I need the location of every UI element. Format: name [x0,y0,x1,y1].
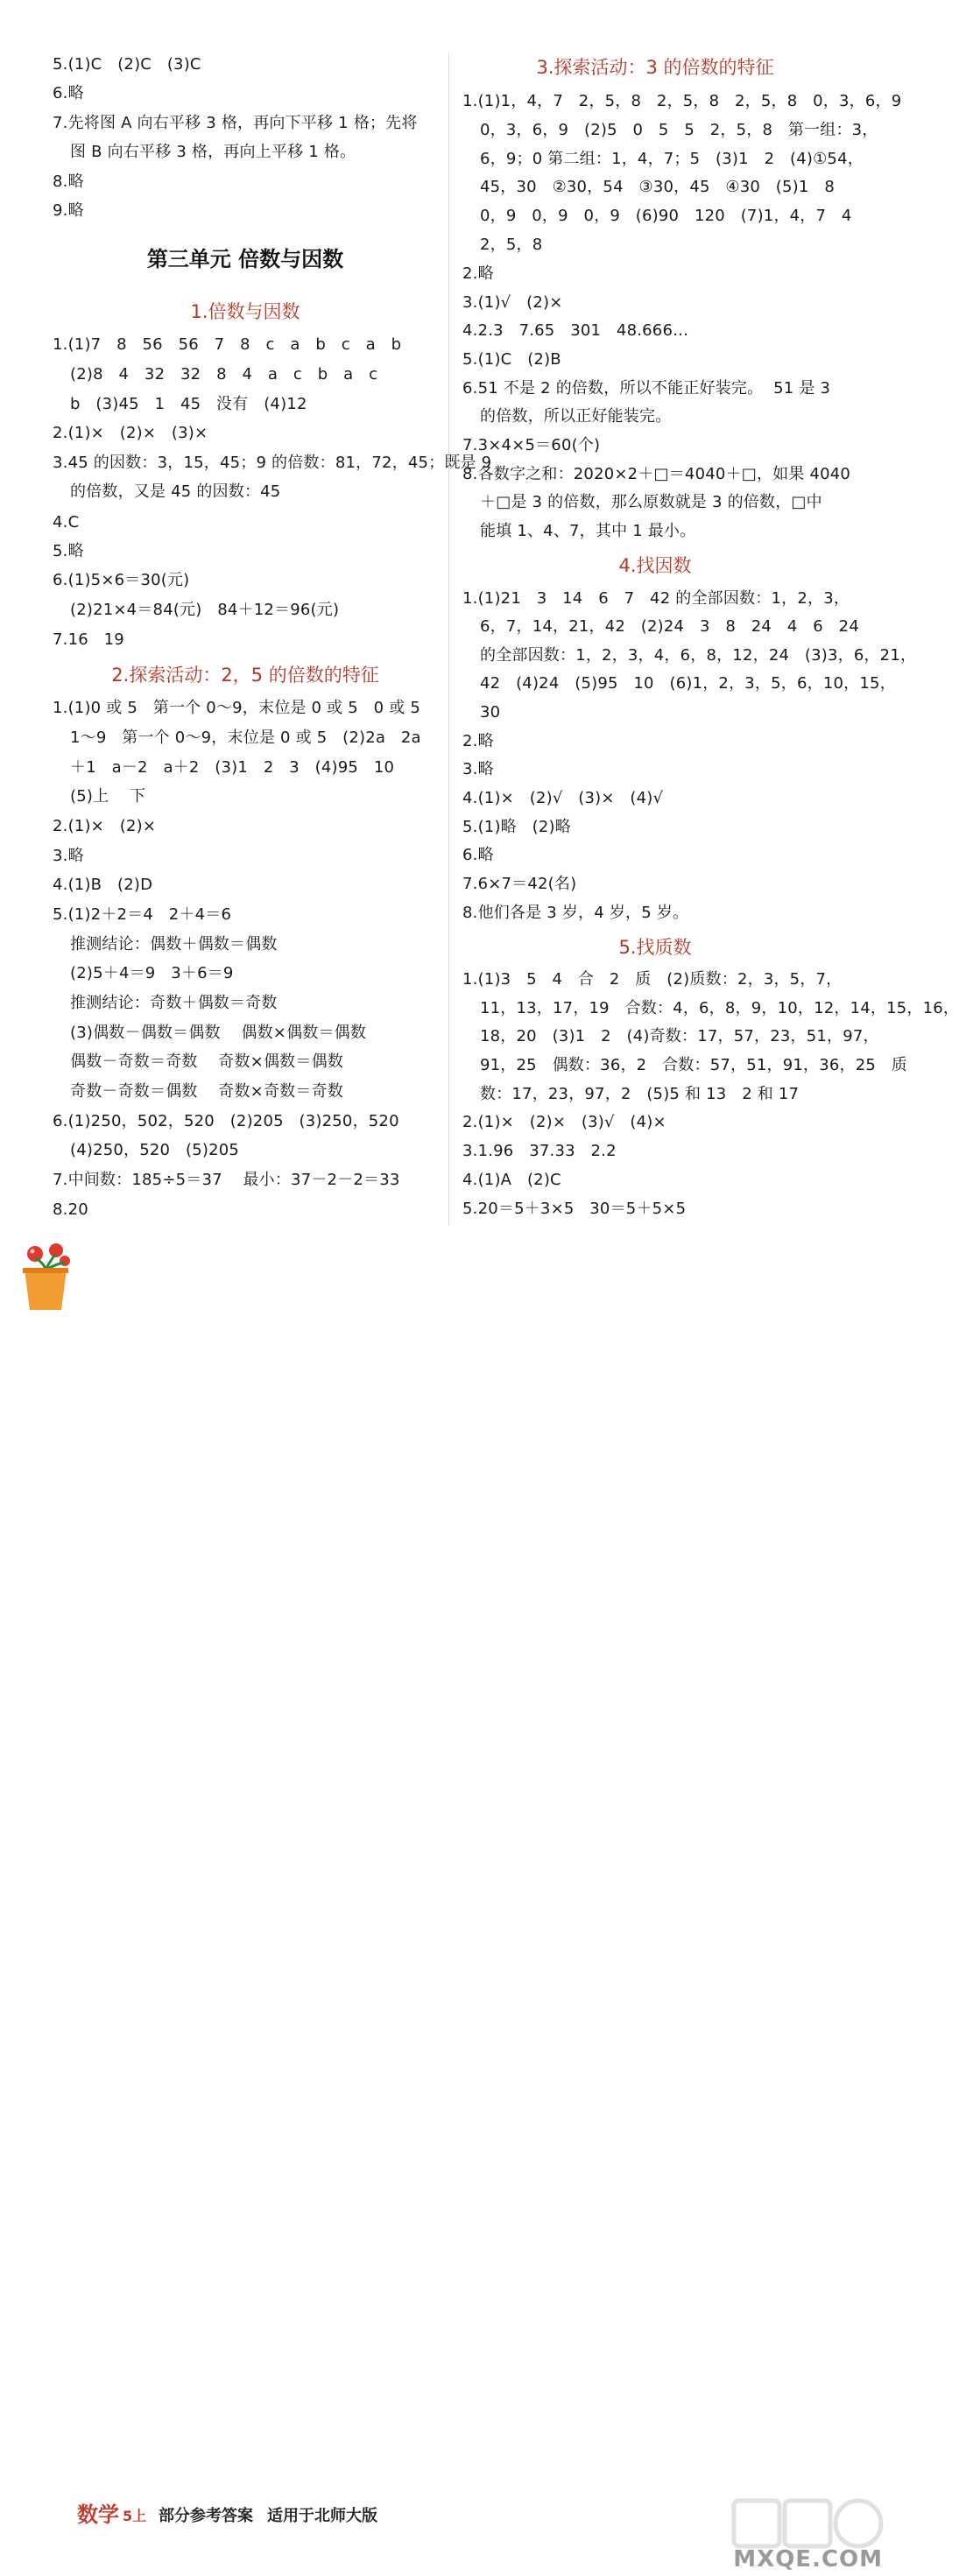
answer-line: 1.(1)21 3 14 6 7 42 的全部因数：1，2，3， [462,589,850,608]
answer-line: 4.C [53,513,80,531]
answer-line: 2.(1)× (2)× (3)× [53,424,208,442]
answer-line: ＋□是 3 的倍数，那么原数就是 3 的倍数，□中 [480,493,822,511]
column-divider [448,53,449,1226]
answer-line: 8.20 [53,1200,88,1219]
answer-line: 9.略 [53,201,84,220]
answer-line: (2)8 4 32 32 8 4 a c b a c [70,365,378,384]
answer-line: 6.51 不是 2 的倍数，所以不能正好装完。 51 是 3 [462,379,831,398]
answer-line: (3)偶数－偶数＝偶数 偶数×偶数＝偶数 [70,1024,367,1042]
answer-line: 4.(1)B (2)D [53,876,153,894]
grade-label: 5上 [123,2508,147,2524]
watermark-text: MXQE.COM [733,2546,883,2572]
answer-line: 0，9 0，9 0，9 (6)90 120 (7)1，4，7 4 [480,207,852,225]
answer-line: 3.(1)√ (2)× [462,293,563,312]
answer-line: 的倍数，又是 45 的因数：45 [70,482,281,501]
section-title: 3.探索活动：3 的倍数的特征 [536,57,774,78]
answer-line: 数：17，23，97，2 (5)5 和 13 2 和 17 [480,1085,800,1103]
answer-line: 45，30 ②30，54 ③30，45 ④30 (5)1 8 [480,178,835,196]
answer-line: 7.6×7＝42(名) [462,875,577,893]
answer-line: 3.略 [462,760,494,778]
answer-line: 2.(1)× (2)× (3)√ (4)× [462,1113,666,1131]
answer-line: 2.略 [462,264,494,283]
answer-line: 3.1.96 37.33 2.2 [462,1142,617,1160]
answer-line: 2.略 [462,732,494,750]
answer-line: 5.(1)2＋2＝4 2＋4＝6 [53,905,232,924]
answer-line: 6.(1)5×6＝30(元) [53,571,190,589]
answer-line: 7.16 19 [53,630,124,649]
edition-label: 适用于北师大版 [267,2507,377,2525]
answer-line: 1.(1)0 或 5 第一个 0～9，末位是 0 或 5 0 或 5 [53,699,420,717]
page-number: 4 [36,2501,52,2525]
answer-line: 偶数－奇数＝奇数 奇数×偶数＝偶数 [70,1052,343,1071]
answer-line: 推测结论：偶数＋偶数＝偶数 [70,935,278,954]
answer-line: 能填 1、4、7，其中 1 最小。 [480,522,696,540]
answer-line: 6.略 [53,84,84,102]
answer-line: 42 (4)24 (5)95 10 (6)1，2，3，5，6，10，15， [480,674,896,693]
answer-line: (4)250，520 (5)205 [70,1141,240,1159]
answer-line: 2.(1)× (2)× [53,817,157,835]
answer-line: 6.略 [462,846,494,864]
section-title: 4.找因数 [618,555,692,576]
answer-line: 3.略 [53,847,84,865]
answer-line: 5.(1)C (2)B [462,350,561,369]
answer-line: 7.先将图 A 向右平移 3 格，再向下平移 1 格；先将 [53,114,418,132]
unit-title: 第三单元 倍数与因数 [146,247,344,271]
answer-line: 11，13，17，19 合数：4，6，8，9，10，12，14，15，16， [480,999,959,1017]
answer-line: 0，3，6，9 (2)5 0 5 5 2，5，8 第一组：3， [480,121,878,139]
answer-line: 7.中间数：185÷5＝37 最小：37－2－2＝33 [53,1171,400,1189]
answer-line: 奇数－奇数＝偶数 奇数×奇数＝奇数 [70,1082,343,1101]
answer-line: 8.他们各是 3 岁，4 岁，5 岁。 [462,904,689,922]
answer-line: 5.略 [53,542,84,560]
section-title: 2.探索活动：2，5 的倍数的特征 [111,665,379,686]
answer-line: 推测结论：奇数＋偶数＝奇数 [70,994,278,1012]
section-title: 5.找质数 [618,937,692,958]
answer-line: 1.(1)1，4，7 2，5，8 2，5，8 2，5，8 0，3，6，9 [462,92,902,110]
answer-line: 91，25 偶数：36，2 合数：57，51，91，36，25 质 [480,1056,907,1074]
answer-line: 8.各数字之和：2020×2＋□＝4040＋□，如果 4040 [462,465,851,483]
answer-line: 7.3×4×5＝60(个) [462,436,601,454]
answer-line: (2)21×4＝84(元) 84＋12＝96(元) [70,601,340,619]
answer-line: b (3)45 1 45 没有 (4)12 [70,395,307,413]
answer-line: 18，20 (3)1 2 (4)奇数：17，57，23，51，97， [480,1027,879,1045]
answer-line: 30 [480,703,501,721]
answer-line: 的全部因数：1，2，3，4，6，8，12，24 (3)3，6，21， [480,646,917,665]
answer-line: 5.(1)C (2)C (3)C [53,55,201,74]
answer-line: 5.(1)略 (2)略 [462,818,571,836]
answer-line: 4.(1)× (2)√ (3)× (4)√ [462,789,664,807]
answer-line: (5)上 下 [70,787,146,806]
answer-line: 图 B 向右平移 3 格，再向上平移 1 格。 [70,143,356,161]
answer-line: 1.(1)7 8 56 56 7 8 c a b c a b [53,335,402,354]
answer-line: (2)5＋4＝9 3＋6＝9 [70,964,234,982]
answer-line: 4.(1)A (2)C [462,1171,561,1189]
answer-line: 8.略 [53,172,84,191]
answer-line: ＋1 a－2 a＋2 (3)1 2 3 (4)95 10 [70,758,395,777]
flower-pot-logo-icon [19,1242,72,1312]
answer-line: 2，5，8 [480,236,543,254]
answer-line: 5.20＝5＋3×5 30＝5＋5×5 [462,1200,687,1218]
answer-line: 1.(1)3 5 4 合 2 质 (2)质数：2，3，5，7， [462,970,843,989]
answer-line: 6.(1)250，502，520 (2)205 (3)250，520 [53,1112,399,1130]
answer-line: 1～9 第一个 0～9，末位是 0 或 5 (2)2a 2a [70,728,421,747]
answer-line: 3.45 的因数：3，15，45；9 的倍数：81，72，45；既是 9 [53,454,492,472]
answer-line: 4.2.3 7.65 301 48.666… [462,321,689,340]
section-label: 部分参考答案 [159,2507,253,2525]
page-footer [0,1235,897,2572]
subject-label: 数学 [77,2502,119,2527]
section-title: 1.倍数与因数 [190,301,300,322]
answer-line: 6，7，14，21，42 (2)24 3 8 24 4 6 24 [480,617,859,636]
answer-line: 6，9；0 第二组：1，4，7；5 (3)1 2 (4)①54， [480,150,864,168]
answer-line: 的倍数，所以正好能装完。 [480,407,672,426]
